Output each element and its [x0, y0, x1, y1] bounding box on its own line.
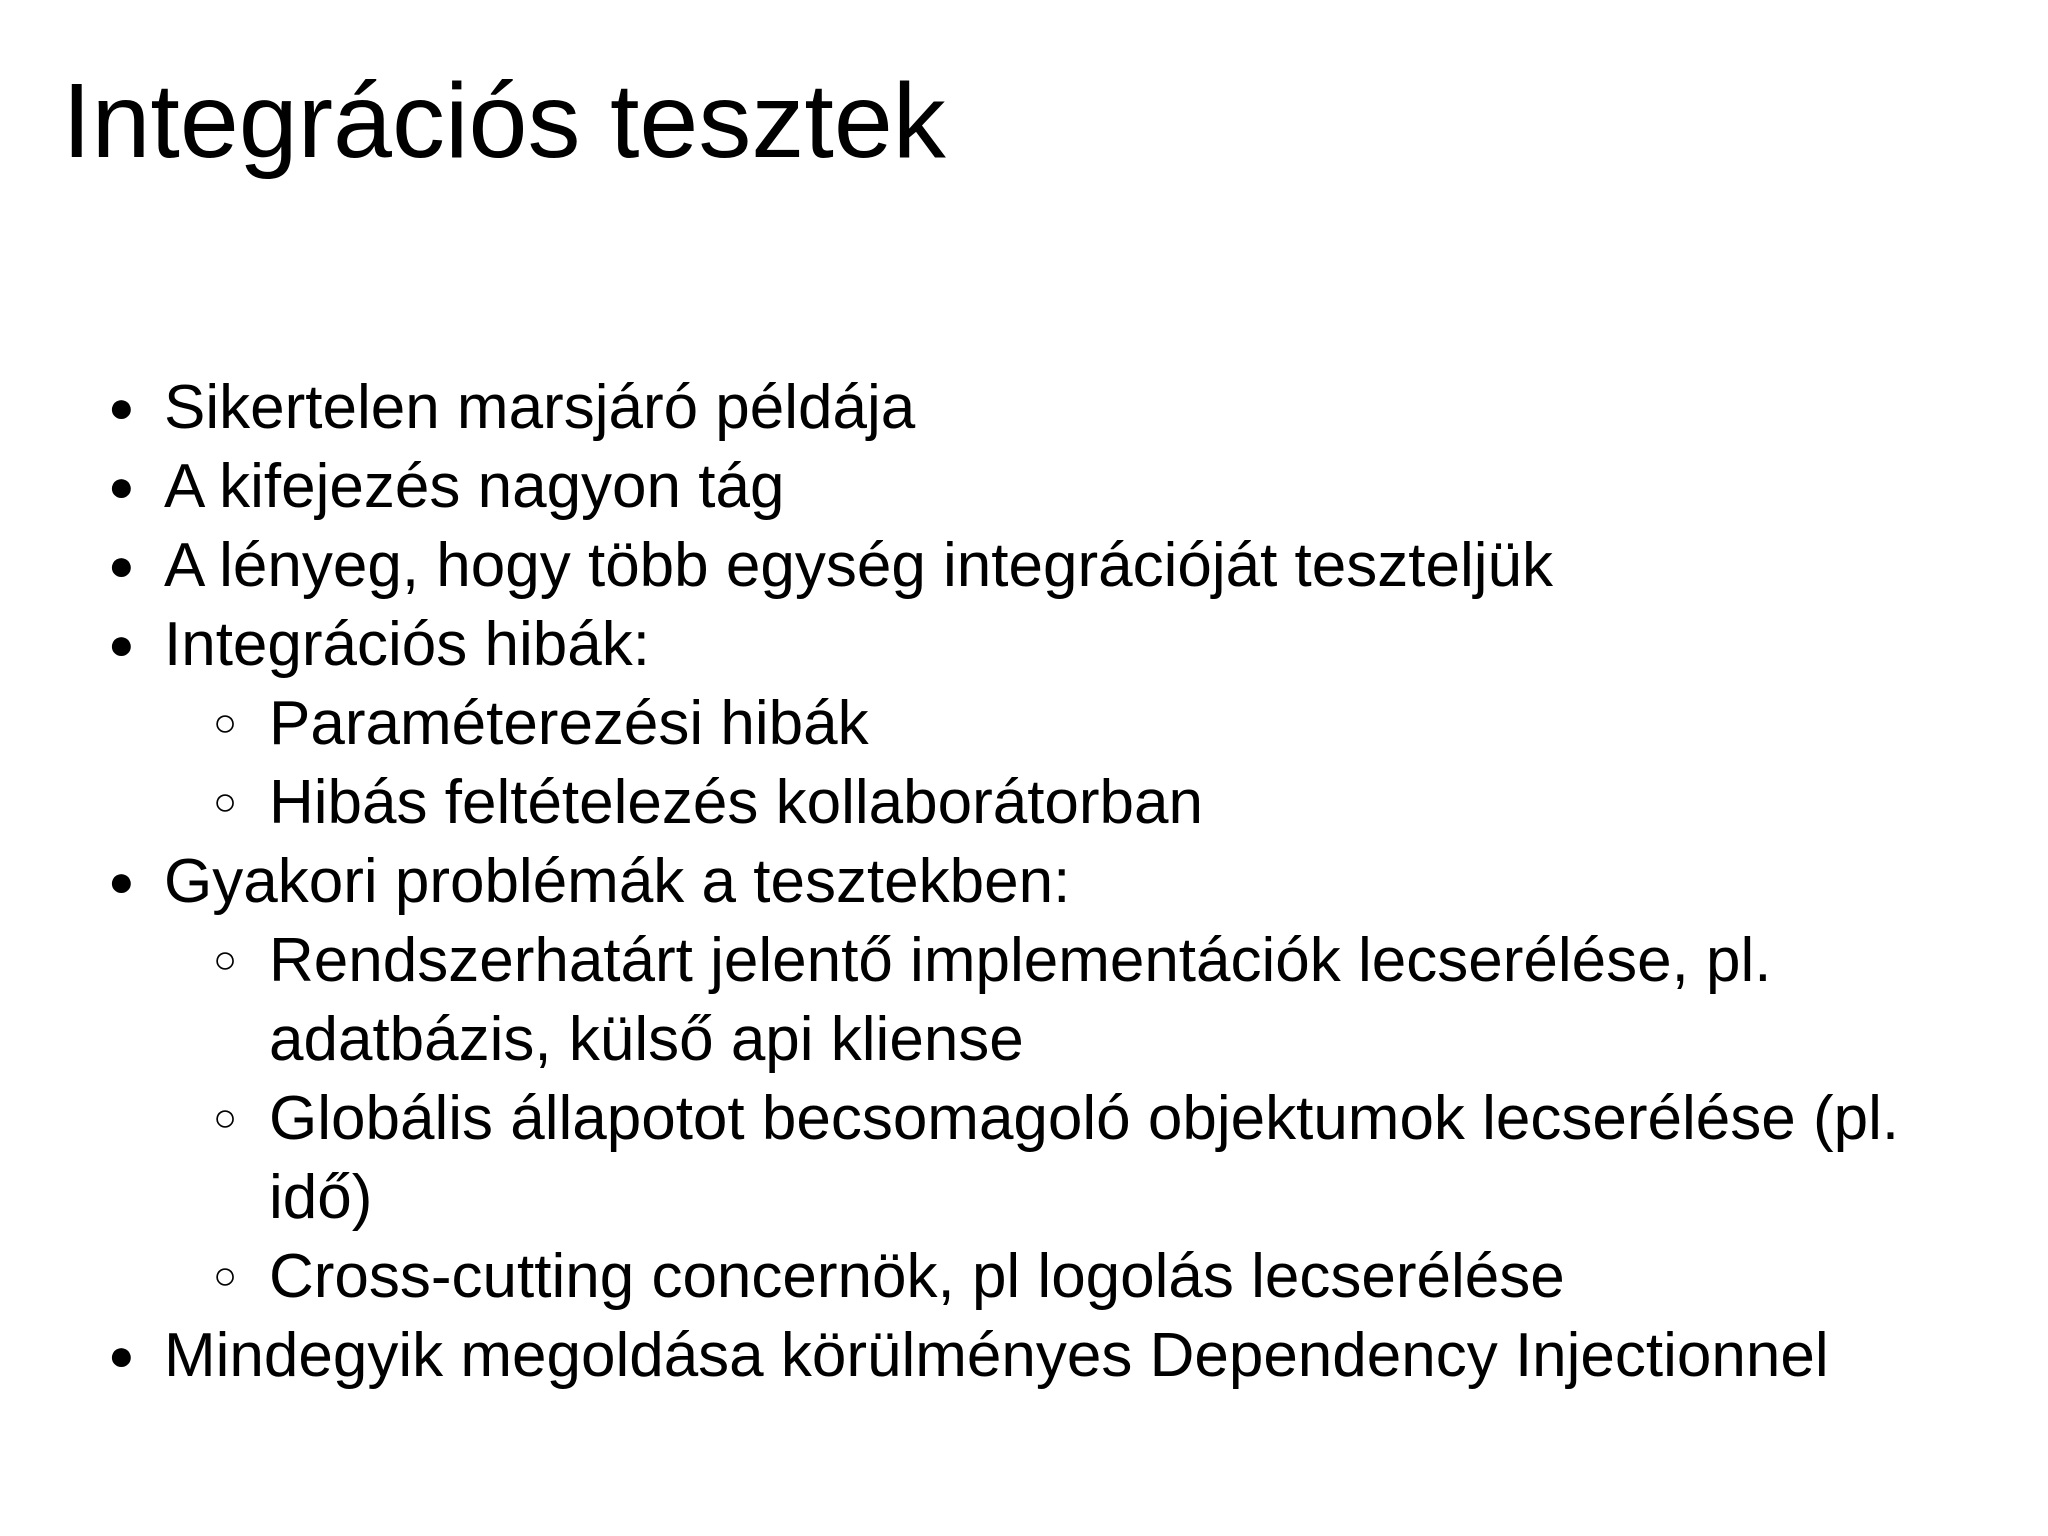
bullet-text: Integrációs hibák: [164, 610, 650, 679]
hollow-bullet-icon: ○ [213, 1254, 238, 1298]
bullet-item [108, 447, 2008, 526]
filled-bullet-icon: ● [108, 383, 135, 432]
bullet-text: Mindegyik megoldása körülményes Dependency Injectionnel [164, 1321, 1829, 1390]
hollow-bullet-icon: ○ [213, 701, 238, 745]
slide-title: Integrációs tesztek [62, 62, 946, 180]
filled-bullet-icon: ● [108, 620, 135, 669]
filled-bullet-icon: ● [108, 541, 135, 590]
bullet-list [108, 368, 2008, 1395]
hollow-bullet-icon: ○ [213, 780, 238, 824]
sub-bullet-item [213, 921, 2008, 1079]
bullet-item [108, 1316, 2008, 1395]
bullet-text: A lényeg, hogy több egység integrációját teszteljük [164, 531, 1554, 600]
sub-bullet-item [213, 1079, 2008, 1237]
sub-bullet-text: Hibás feltételezés kollaborátorban [269, 768, 1203, 837]
filled-bullet-icon: ● [108, 857, 135, 906]
bullet-item [108, 605, 2008, 684]
sub-bullet-text: Globális állapotot becsomagoló objektumok lecserélése (pl. idő) [269, 1084, 1900, 1232]
sub-bullet-item [213, 763, 2008, 842]
bullet-item [108, 526, 2008, 605]
sub-bullet-item [213, 1237, 2008, 1316]
sub-bullet-item [213, 684, 2008, 763]
bullet-text: Sikertelen marsjáró példája [164, 373, 916, 442]
bullet-text: A kifejezés nagyon tág [164, 452, 785, 521]
sub-bullet-text: Paraméterezési hibák [269, 689, 869, 758]
filled-bullet-icon: ● [108, 1331, 135, 1380]
bullet-text: Gyakori problémák a tesztekben: [164, 847, 1071, 916]
bullet-item [108, 368, 2008, 447]
hollow-bullet-icon: ○ [213, 938, 238, 982]
hollow-bullet-icon: ○ [213, 1096, 238, 1140]
sub-bullet-text: Cross-cutting concernök, pl logolás lecserélése [269, 1242, 1565, 1311]
bullet-item [108, 842, 2008, 921]
sub-bullet-text: Rendszerhatárt jelentő implementációk lecserélése, pl. adatbázis, külső api kliense [269, 926, 1772, 1074]
filled-bullet-icon: ● [108, 462, 135, 511]
